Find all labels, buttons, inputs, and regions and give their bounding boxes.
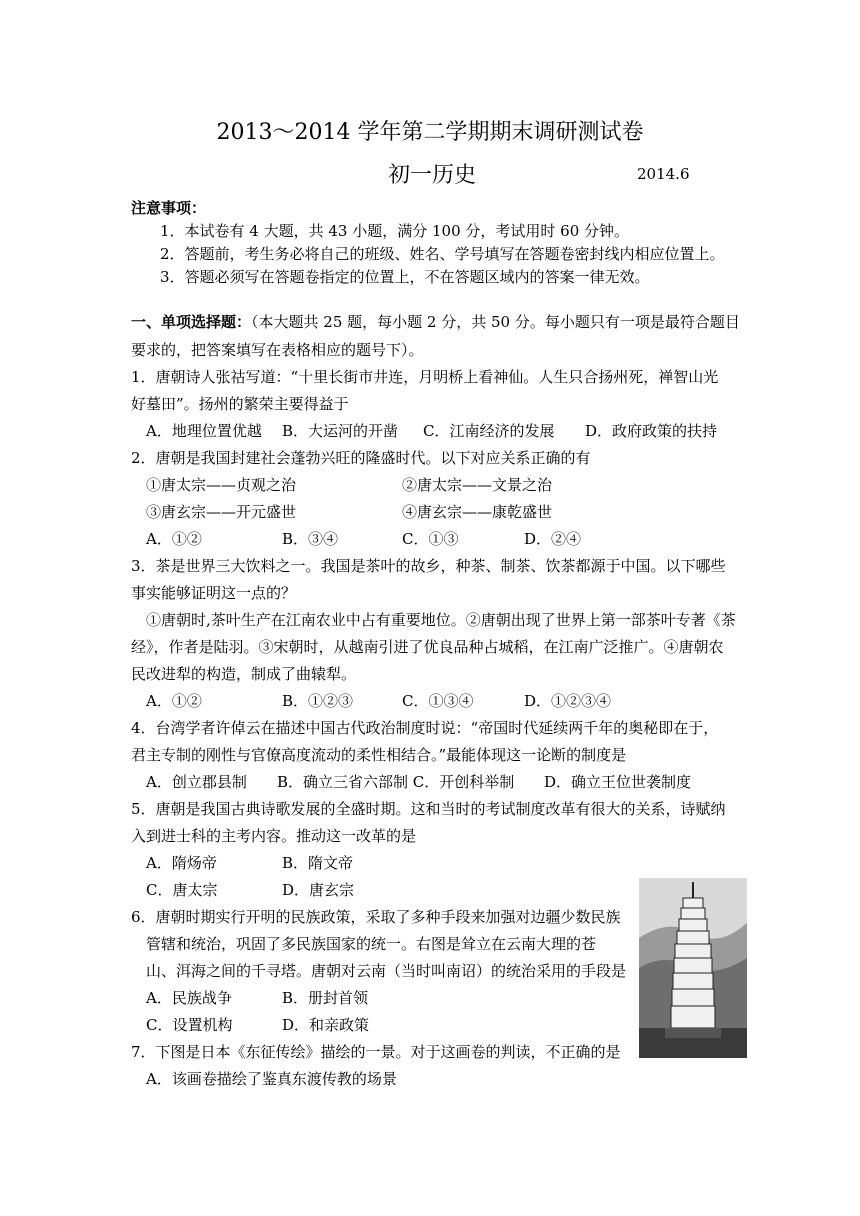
statement-item: ③唐玄宗——开元盛世 bbox=[146, 503, 297, 521]
option-c: C．①③④ bbox=[402, 692, 474, 710]
option-d: D．唐玄宗 bbox=[282, 881, 355, 899]
question-stem: 6．唐朝时期实行开明的民族政策，采取了多种手段来加强对边疆少数民族 bbox=[131, 908, 621, 926]
question-stem: 5．唐朝是我国古典诗歌发展的全盛时期。这和当时的考试制度改革有很大的关系，诗赋纳 bbox=[131, 800, 726, 818]
option-a: A．①② bbox=[146, 692, 202, 710]
option-c: C．①③ bbox=[402, 530, 459, 548]
notice-item: 1．本试卷有 4 大题，共 43 小题，满分 100 分，考试用时 60 分钟。 bbox=[160, 222, 630, 240]
option-a: A．隋炀帝 bbox=[146, 854, 217, 872]
option-a: A．地理位置优越 bbox=[146, 422, 262, 440]
question-stem: 好墓田”。扬州的繁荣主要得益于 bbox=[131, 395, 349, 413]
qianxun-pagoda-photo bbox=[639, 878, 747, 1058]
option-b: B．册封首领 bbox=[282, 989, 369, 1007]
question-stem: 2．唐朝是我国封建社会蓬勃兴旺的隆盛时代。以下对应关系正确的有 bbox=[131, 449, 591, 467]
option-a: A．①② bbox=[146, 530, 202, 548]
option-d: D．政府政策的扶持 bbox=[585, 422, 718, 440]
option-c: C．唐太宗 bbox=[146, 881, 218, 899]
option-b: B．大运河的开凿 bbox=[282, 422, 399, 440]
option-b-c: B．确立三省六部制 C．开创科举制 bbox=[277, 773, 515, 791]
option-a: A．该画卷描绘了鉴真东渡传教的场景 bbox=[146, 1070, 397, 1088]
pagoda-image bbox=[639, 878, 747, 1058]
section-intro bbox=[131, 313, 740, 331]
option-b: B．隋文帝 bbox=[282, 854, 354, 872]
question-stem: 7．下图是日本《东征传绘》描绘的一景。对于这画卷的判读，不正确的是 bbox=[131, 1043, 621, 1061]
question-stem: 1．唐朝诗人张祜写道：“十里长街市井连，月明桥上看神仙。人生只合扬州死，禅智山光 bbox=[131, 368, 719, 386]
option-c: C．江南经济的发展 bbox=[423, 422, 555, 440]
option-b: B．①②③ bbox=[282, 692, 354, 710]
question-stem: 4．台湾学者许倬云在描述中国古代政治制度时说：“帝国时代延续两千年的奥秘即在于， bbox=[131, 719, 719, 737]
option-c: C．设置机构 bbox=[146, 1016, 233, 1034]
question-material: 民改进犁的构造，制成了曲辕犁。 bbox=[131, 665, 357, 683]
notice-item: 3．答题必须写在答题卷指定的位置上，不在答题区域内的答案一律无效。 bbox=[160, 268, 650, 286]
option-d: D．和亲政策 bbox=[282, 1016, 370, 1034]
notice-item: 2．答题前，考生务必将自己的班级、姓名、学号填写在答题卷密封线内相应位置上。 bbox=[160, 245, 725, 263]
exam-subject: 初一历史 bbox=[388, 163, 477, 188]
question-stem: 管辖和统治，巩固了多民族国家的统一。右图是耸立在云南大理的苍 bbox=[146, 935, 597, 953]
question-material: ①唐朝时,茶叶生产在江南农业中占有重要地位。②唐朝出现了世界上第一部茶叶专著《茶 bbox=[146, 611, 736, 629]
exam-title: 2013～2014 学年第二学期期末调研测试卷 bbox=[216, 120, 644, 145]
option-d: D．①②③④ bbox=[524, 692, 612, 710]
question-stem: 事实能够证明这一点的？ bbox=[131, 584, 297, 602]
statement-item: ②唐太宗——文景之治 bbox=[402, 476, 553, 494]
option-a: A．民族战争 bbox=[146, 989, 232, 1007]
question-stem: 3．茶是世界三大饮料之一。我国是茶叶的故乡，种茶、制茶、饮茶都源于中国。以下哪些 bbox=[131, 557, 726, 575]
question-stem: 入到进士科的主考内容。推动这一改革的是 bbox=[131, 827, 417, 845]
section-intro-text: 要求的，把答案填写在表格相应的题号下）。 bbox=[131, 341, 424, 359]
section-heading: 一、单项选择题： bbox=[131, 313, 252, 331]
question-material: 经》，作者是陆羽。③宋朝时，从越南引进了优良品种占城稻，在江南广泛推广。④唐朝农 bbox=[131, 638, 724, 656]
question-stem: 君主专制的刚性与官僚高度流动的柔性相结合。”最能体现这一论断的制度是 bbox=[131, 746, 627, 764]
statement-item: ①唐太宗——贞观之治 bbox=[146, 476, 297, 494]
notice-heading: 注意事项： bbox=[131, 199, 207, 217]
question-stem: 山、洱海之间的千寻塔。唐朝对云南（当时叫南诏）的统治采用的手段是 bbox=[146, 962, 627, 980]
option-d: D．确立王位世袭制度 bbox=[544, 773, 692, 791]
statement-item: ④唐玄宗——康乾盛世 bbox=[402, 503, 553, 521]
section-intro-text: （本大题共 25 题，每小题 2 分，共 50 分。每小题只有一项是最符合题目 bbox=[251, 313, 740, 331]
exam-date: 2014.6 bbox=[637, 165, 690, 183]
option-d: D．②④ bbox=[524, 530, 582, 548]
option-b: B．③④ bbox=[282, 530, 339, 548]
option-a: A．创立郡县制 bbox=[146, 773, 247, 791]
